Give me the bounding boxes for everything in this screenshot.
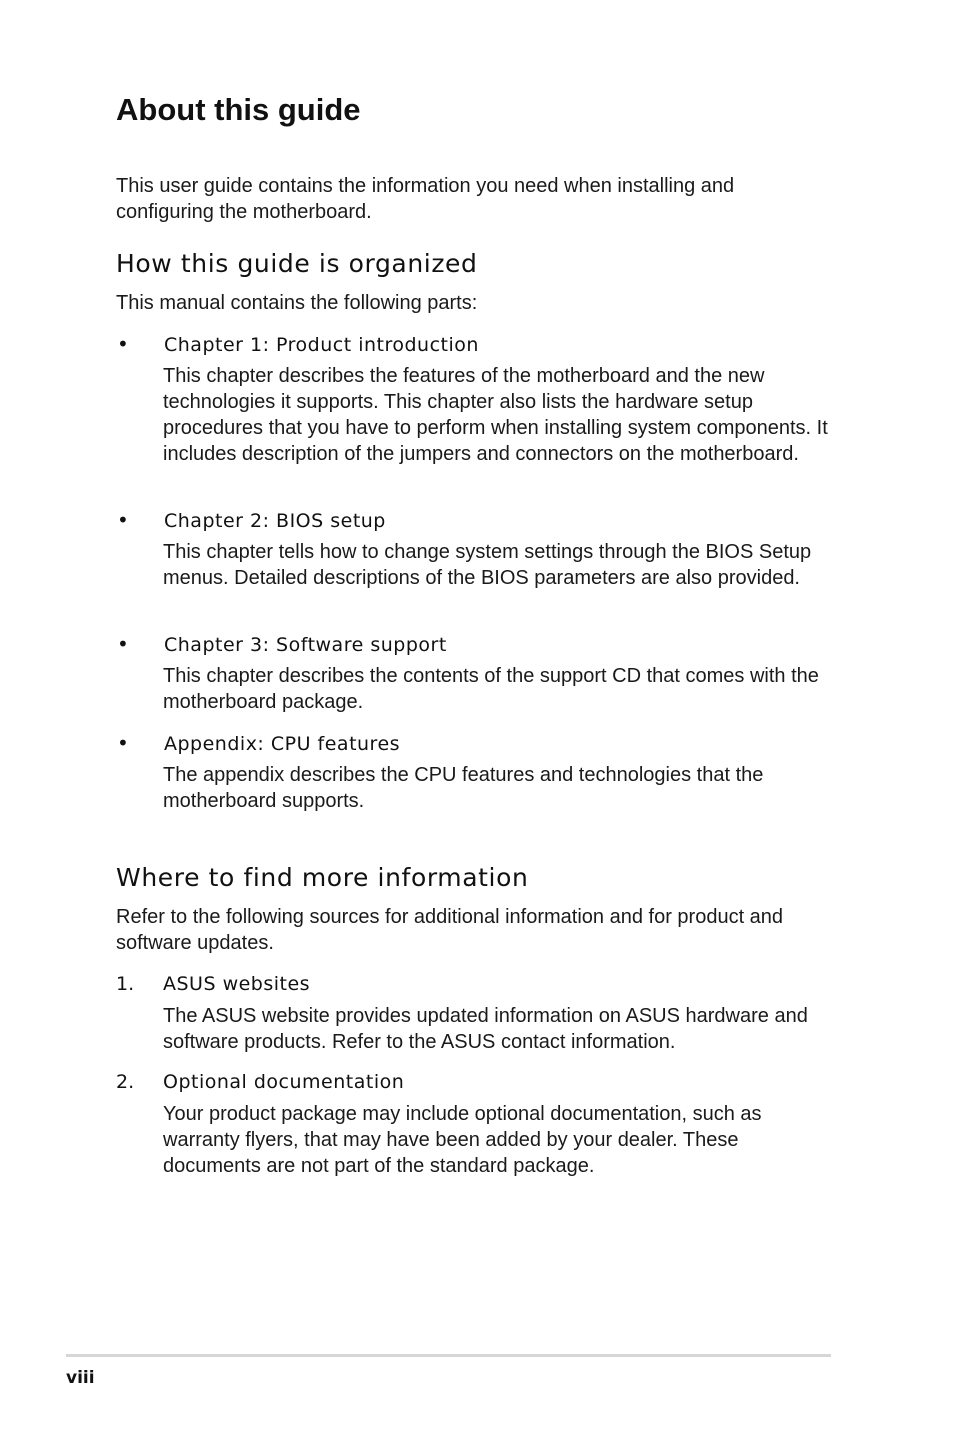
item-description: This chapter describes the contents of the support CD that comes with the motherboard package. bbox=[163, 665, 819, 713]
list-item-chapter-1 bbox=[116, 330, 836, 467]
number-marker: 1. bbox=[116, 973, 135, 995]
item-description: Your product package may include optional documentation, such as warranty flyers, that may have been added by your dealer. These documents are not part of the standard package. bbox=[163, 1103, 762, 1177]
page-number: viii bbox=[66, 1368, 95, 1388]
section-heading-organized: How this guide is organized bbox=[116, 249, 478, 278]
intro-paragraph: This user guide contains the information you need when installing and configuring the motherboard. bbox=[116, 175, 735, 223]
bullet-marker: • bbox=[117, 632, 129, 656]
list-item-chapter-2 bbox=[116, 506, 836, 591]
list-item-chapter-3 bbox=[116, 630, 836, 715]
bullet-marker: • bbox=[117, 332, 129, 356]
bullet-marker: • bbox=[117, 508, 129, 532]
item-description: The appendix describes the CPU features and technologies that the motherboard supports. bbox=[163, 764, 764, 812]
number-marker: 2. bbox=[116, 1071, 135, 1093]
organized-lead: This manual contains the following parts: bbox=[116, 292, 478, 314]
item-description: This chapter describes the features of the motherboard and the new technologies it supports. This chapter also lists the hardware setup procedures that you have to perform when installing system components. It includes description of the jumpers and connectors on the motherboard. bbox=[163, 365, 828, 465]
list-item-optional-documentation bbox=[116, 1068, 836, 1179]
bullet-marker: • bbox=[117, 731, 129, 755]
item-title: Chapter 2: BIOS setup bbox=[164, 510, 386, 532]
item-description: This chapter tells how to change system settings through the BIOS Setup menus. Detailed descriptions of the BIOS parameters are also provided. bbox=[163, 541, 812, 589]
more-info-lead: Refer to the following sources for additional information and for product and software updates. bbox=[116, 906, 784, 954]
page-title: About this guide bbox=[116, 92, 361, 127]
footer-rule bbox=[66, 1354, 831, 1357]
section-heading-more-info: Where to find more information bbox=[116, 863, 529, 892]
item-title: Appendix: CPU features bbox=[164, 733, 401, 755]
list-item-asus-websites bbox=[116, 970, 836, 1055]
item-title: Chapter 1: Product introduction bbox=[164, 334, 479, 356]
list-item-appendix bbox=[116, 729, 836, 814]
item-title: Chapter 3: Software support bbox=[164, 634, 447, 656]
item-description: The ASUS website provides updated information on ASUS hardware and software products. Refer to the ASUS contact information. bbox=[163, 1005, 808, 1053]
item-title: ASUS websites bbox=[163, 973, 311, 995]
item-title: Optional documentation bbox=[163, 1071, 405, 1093]
